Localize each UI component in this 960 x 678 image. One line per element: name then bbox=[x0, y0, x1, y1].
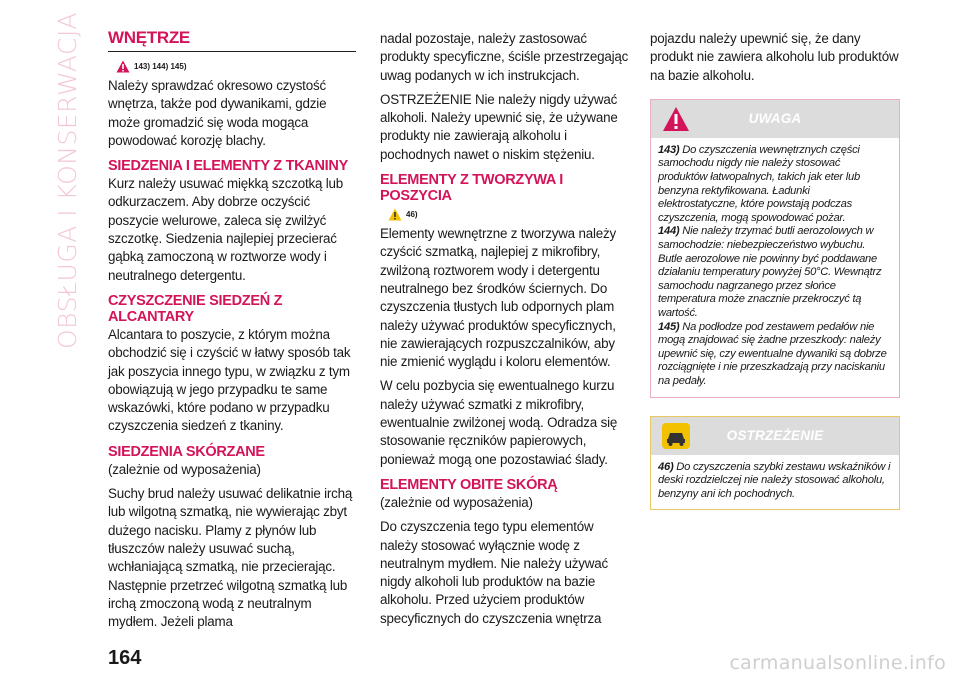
column-1 bbox=[108, 28, 356, 637]
uwaga-header bbox=[651, 100, 899, 138]
ostrzezenie-body bbox=[651, 455, 899, 510]
ostrzezenie-item bbox=[658, 461, 892, 502]
warning-triangle-icon bbox=[116, 60, 130, 73]
interior-paragraph: Należy sprawdzać okresowo czystość wnętrza, także pod dywanikami, gdzie może gromadzić się woda mogąca powodować korozję blachy. bbox=[108, 78, 327, 148]
uwaga-item-number: 144) bbox=[658, 225, 680, 238]
ostrzezenie-title: OSTRZEŻENIE bbox=[726, 428, 824, 444]
ostrzezenie-item-text: Do czyszczenia szybki zestawu wskaźników i deski rozdzielczej nie należy stosować alkoholu, benzyny ani ich pochodnych. bbox=[658, 460, 891, 500]
caution-triangle-icon bbox=[388, 208, 402, 221]
uwaga-item-text: Na podłodze pod zestawem pedałów nie mogą znajdować się żadne przeszkody: należy upewnić się, czy ewentualne dywaniki są dobrze rozciągnięte i nie przeszkadzają przy naciskaniu na pedały. bbox=[658, 320, 887, 387]
plastic-paragraph-2: W celu pozbycia się ewentualnego kurzu należy używać szmatki z mikrofibry, ewentualnie zwilżonej wodą. Odradza się stosowanie ręczników papierowych, ponieważ mogą one pozostawiać ślady. bbox=[380, 378, 618, 467]
uwaga-item-text: Nie należy trzymać butli aerozolowych w samochodzie: niebezpieczeństwo wybuchu. Butle aerozolowe nie powinny być poddawane działaniu temperatury powyżej 50°C. Wewnątrz samochodu nagrzanego przez słońce temperatura może znacznie przekroczyć tą wartość. bbox=[658, 225, 882, 320]
continued-paragraph: nadal pozostaje, należy zastosować produkty specyficzne, ściśle przestrzegając uwag podanych w ich instrukcjach. bbox=[380, 31, 629, 83]
section-title-plastic: ELEMENTY Z TWORZYWA I POSZYCIA bbox=[380, 172, 564, 205]
leather-lined-paragraph: Do czyszczenia tego typu elementów należy stosować wyłącznie wodę z neutralnym mydłem. Nie należy używać nigdy alkoholi lub produktów na bazie alkoholu. Przed użyciem produktów specyficznych do czyszczenia wnętrza bbox=[380, 519, 608, 626]
uwaga-box bbox=[650, 99, 900, 398]
leather-lined-note: (zależnie od wyposażenia) bbox=[380, 494, 533, 510]
ostrzezenie-item-number: 46) bbox=[658, 460, 674, 473]
alcantara-paragraph: Alcantara to poszycie, z którym można obchodzić się i czyścić w łatwy sposób tak jak poszycia innego typu, w związku z tym obowiązują w jego przypadku te same wskazówki, które podano w przypadku czyszczenia siedzeń z tkaniny. bbox=[108, 326, 351, 434]
alcohol-warning-paragraph: OSTRZEŻENIE Nie należy nigdy używać alkoholi. Należy upewnić się, że używane produkty nie zawierają alkoholu i pochodnych nawet o niskim stężeniu. bbox=[380, 91, 618, 162]
plastic-paragraph-1: Elementy wewnętrzne z tworzywa należy czyścić szmatką, najlepiej z mikrofibry, zwilżoną roztworem wody i detergentu neutralnego bez środków ściernych. Do czyszczenia tłustych lub odpornych plam należy używać produktów specyficznych, nie zawierających rozpuszczalników, aby nie zmienić wyglądu i koloru elementów. bbox=[380, 226, 616, 370]
column-3 bbox=[650, 30, 900, 510]
uwaga-item bbox=[658, 144, 892, 226]
uwaga-item bbox=[658, 225, 892, 320]
uwaga-body bbox=[651, 138, 899, 397]
chapter-side-label bbox=[50, 11, 84, 349]
leather-paragraph: Suchy brud należy usuwać delikatnie irchą lub wilgotną szmatką, nie wywierając zbyt dużego nacisku. Plamy z płynów lub tłuszczów należy usuwać suchą, wchłaniającą szmatką, nie przecierając. Następnie przetrzeć wilgotną szmatką lub irchą zmoczoną wodą z neutralnym mydłem. Jeżeli plama bbox=[108, 486, 353, 630]
section-title-leather-lined: ELEMENTY OBITE SKÓRĄ bbox=[380, 476, 558, 493]
uwaga-item bbox=[658, 321, 892, 389]
uwaga-item-number: 143) bbox=[658, 143, 680, 156]
section-title-leather-seats: SIEDZENIA SKÓRZANE bbox=[108, 443, 265, 460]
seats-paragraph: Kurz należy usuwać miękką szczotką lub odkurzaczem. Aby dobrze oczyścić poszycie welurowe, zaleca się zwilżyć szczotkę. Siedzenia najlepiej przecierać gąbką zamoczoną w roztworze wody i neutralnego detergentu. bbox=[108, 176, 344, 283]
leather-note: (zależnie od wyposażenia) bbox=[108, 461, 261, 477]
watermark: carmanualsonline.info bbox=[729, 652, 946, 674]
danger-triangle-icon bbox=[661, 105, 691, 133]
uwaga-item-text: Do czyszczenia wewnętrznych części samochodu nigdy nie należy stosować produktów łatwopalnych, takich jak eter lub benzyna rektyfikowana. Ładunki elektrostatyczne, które powstają podczas czyszczenia, mogą spowodować pożar. bbox=[658, 143, 860, 224]
warning-refs-text: 143) 144) 145) bbox=[134, 62, 187, 71]
page-number: 164 bbox=[108, 647, 142, 669]
section-title-seats: SIEDZENIA I ELEMENTY Z TKANINY bbox=[108, 158, 348, 175]
column-2 bbox=[380, 30, 630, 634]
section-title-interior: WNĘTRZE bbox=[108, 28, 356, 52]
ostrzezenie-box bbox=[650, 416, 900, 511]
ostrzezenie-header bbox=[651, 417, 899, 455]
caution-refs-text: 46) bbox=[406, 210, 418, 220]
car-caution-icon bbox=[661, 422, 691, 450]
caution-refs bbox=[388, 208, 630, 221]
section-title-alcantara: CZYSZCZENIE SIEDZEŃ Z ALCANTARY bbox=[108, 292, 283, 325]
uwaga-item-number: 145) bbox=[658, 320, 680, 333]
continued-paragraph-col3: pojazdu należy upewnić się, że dany produkt nie zawiera alkoholu lub produktów na bazie alkoholu. bbox=[650, 31, 899, 83]
chapter-side-label-text: OBSŁUGA I KONSERWACJA bbox=[52, 11, 82, 349]
uwaga-title: UWAGA bbox=[748, 111, 802, 127]
warning-refs bbox=[116, 60, 356, 73]
